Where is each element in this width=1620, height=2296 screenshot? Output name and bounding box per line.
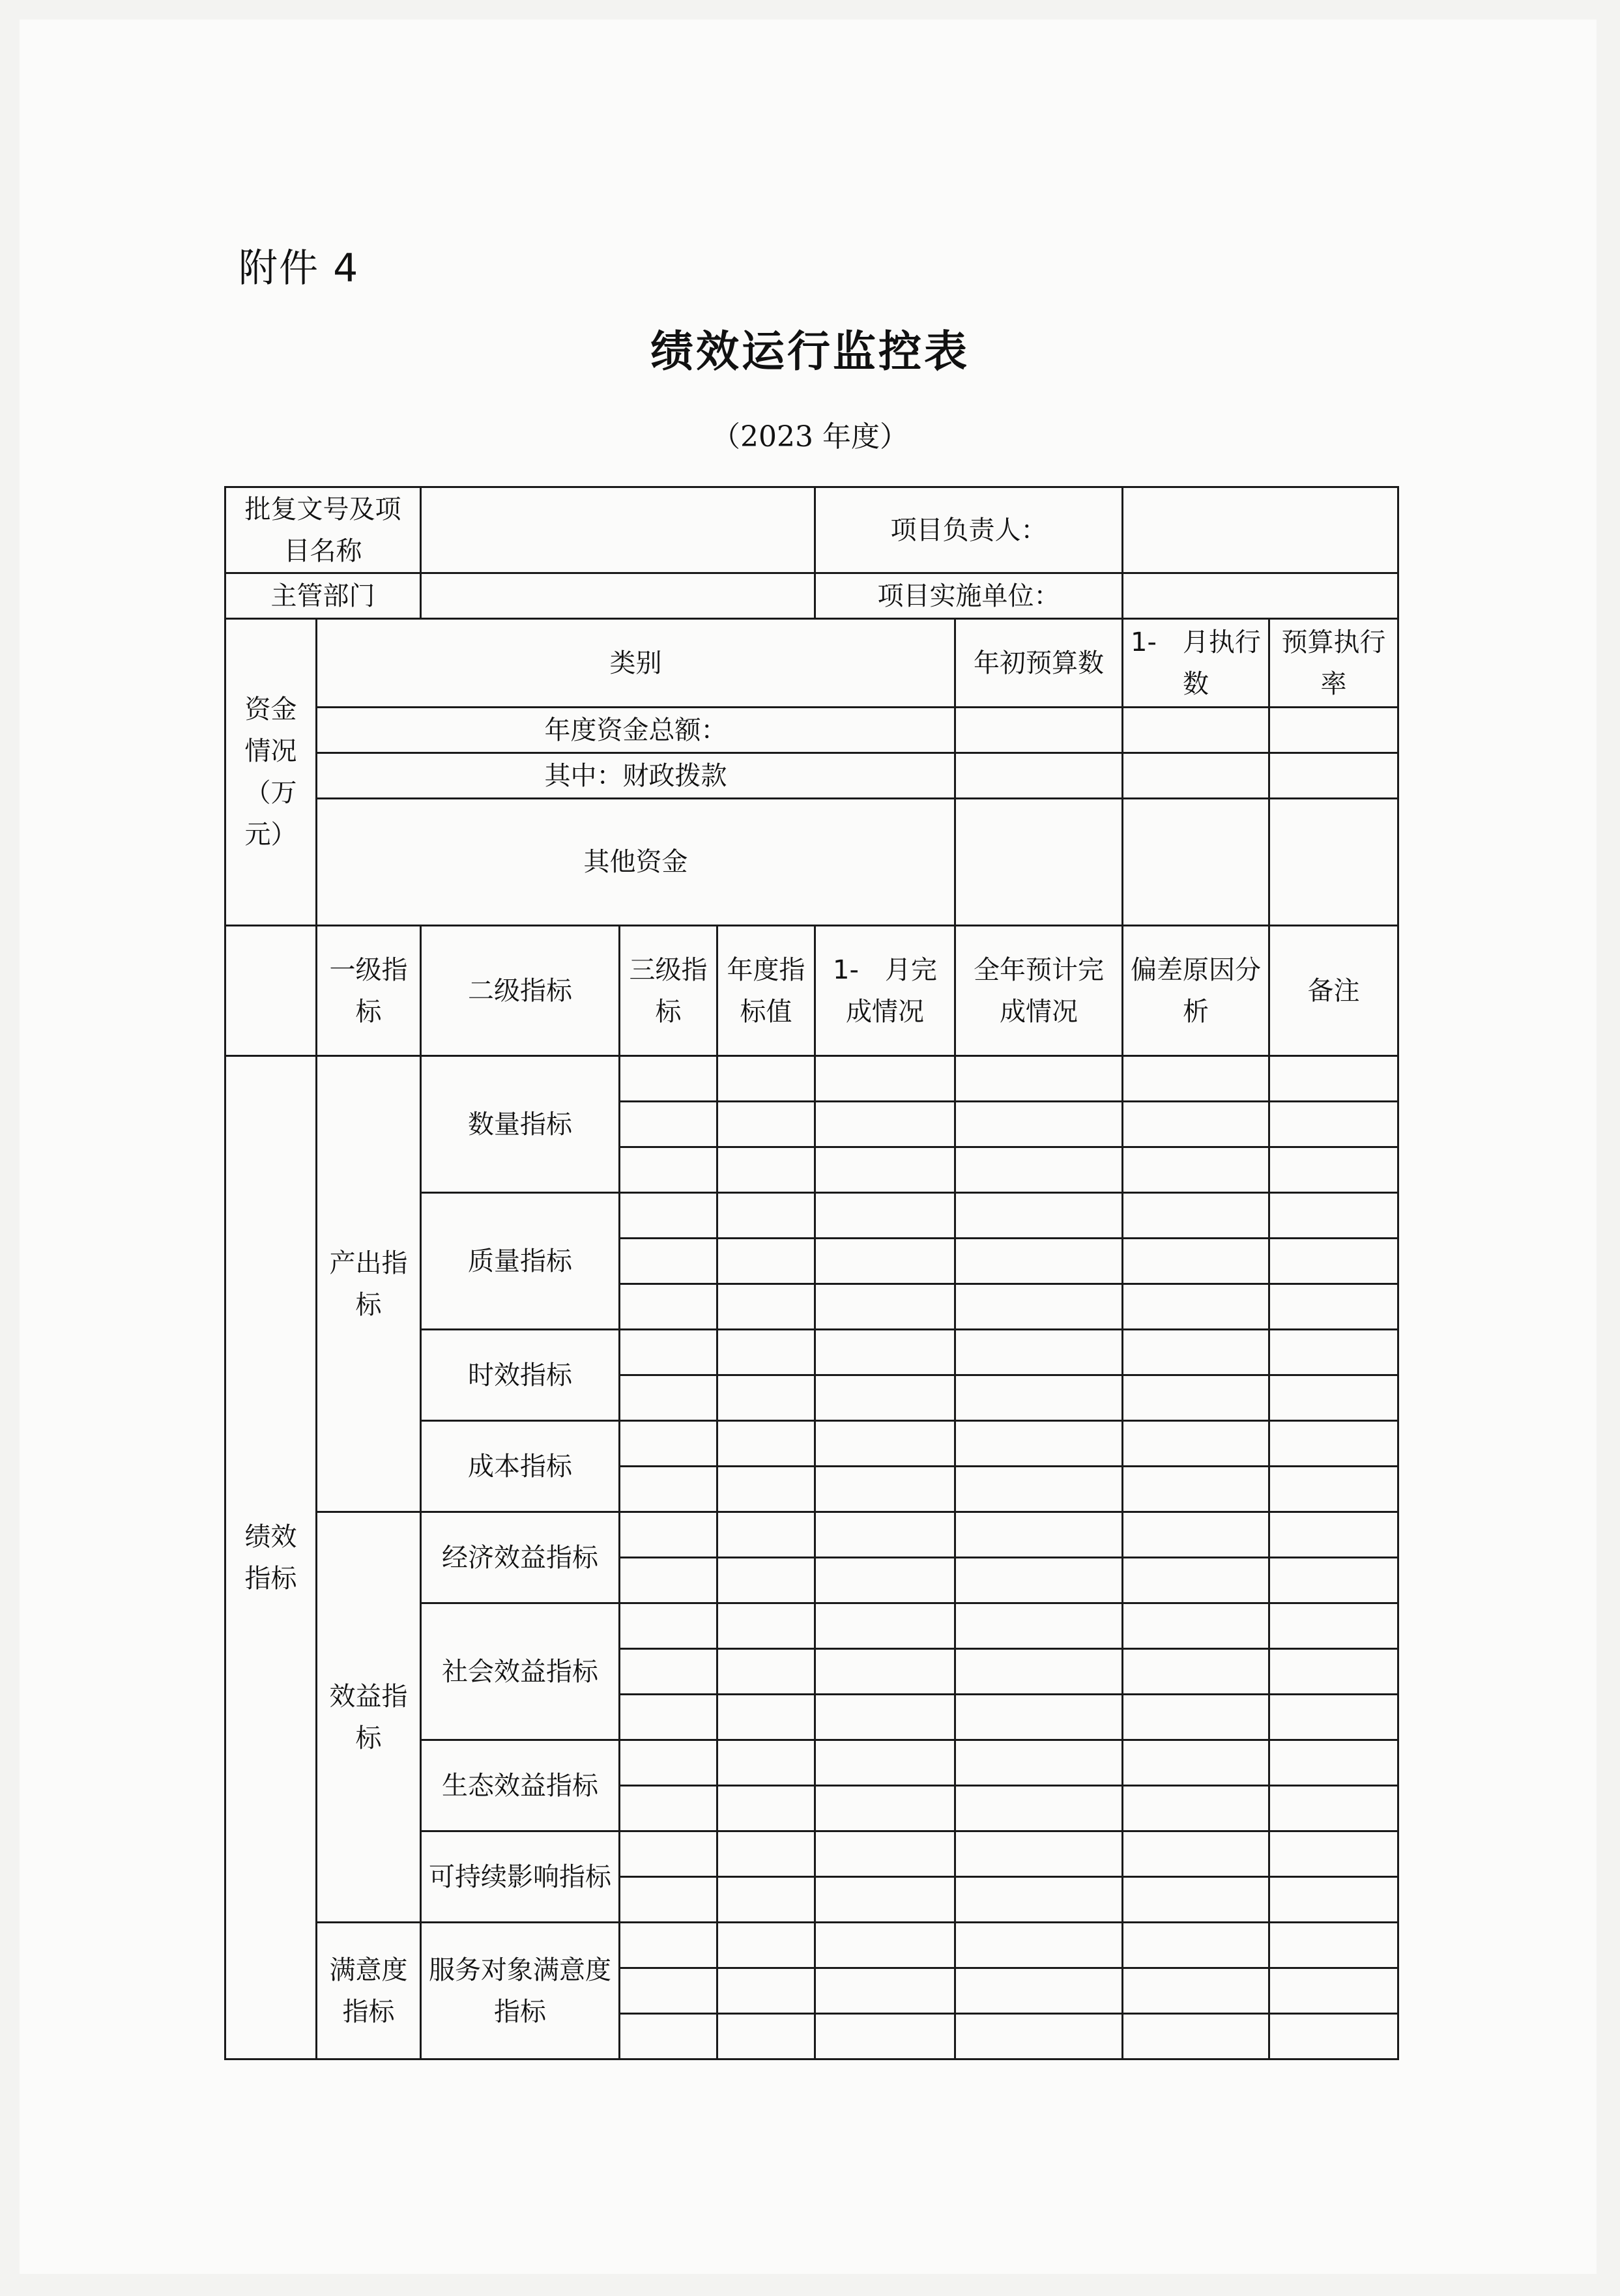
indicator-cell[interactable] (717, 1147, 815, 1193)
funds-header-exec-rate: 预算执行率 (1269, 619, 1398, 708)
level2-indicator: 可持续影响指标 (421, 1831, 620, 1923)
indicator-cell[interactable] (1123, 1558, 1269, 1603)
indicator-cell[interactable] (620, 1330, 717, 1375)
level2-indicator: 生态效益指标 (421, 1740, 620, 1831)
indicator-cell[interactable] (1123, 1102, 1269, 1147)
funds-cell[interactable] (1269, 753, 1398, 799)
indicator-cell[interactable] (620, 1968, 717, 2014)
document-title: 绩效运行监控表 (650, 326, 970, 377)
approval-value-cell[interactable] (421, 487, 815, 573)
indicator-cell[interactable] (1269, 1649, 1398, 1695)
indicator-cell[interactable] (815, 1695, 955, 1740)
indicator-cell[interactable] (1123, 1786, 1269, 1831)
indicator-cell[interactable] (1123, 1467, 1269, 1512)
indicator-cell[interactable] (1269, 1512, 1398, 1558)
indicator-cell[interactable] (620, 1193, 717, 1239)
indicator-cell[interactable] (620, 1284, 717, 1330)
indicator-header-blank (225, 926, 317, 1056)
level2-indicator: 数量指标 (421, 1056, 620, 1193)
indicator-header-deviation: 偏差原因分析 (1123, 926, 1269, 1056)
indicator-cell[interactable] (955, 1968, 1123, 2014)
funds-header-executed: 1- 月执行数 (1123, 619, 1269, 708)
indicator-cell[interactable] (1269, 1421, 1398, 1467)
funds-cell[interactable] (1123, 753, 1269, 799)
indicator-cell[interactable] (955, 1603, 1123, 1649)
indicator-cell[interactable] (815, 1330, 955, 1375)
indicator-cell[interactable] (815, 1102, 955, 1147)
indicator-cell[interactable] (1123, 1649, 1269, 1695)
indicator-cell[interactable] (815, 1193, 955, 1239)
funds-row-total: 年度资金总额： (317, 708, 955, 753)
funds-cell[interactable] (955, 799, 1123, 926)
indicator-cell[interactable] (955, 1330, 1123, 1375)
indicator-row (225, 1923, 1398, 1968)
indicator-cell[interactable] (717, 1558, 815, 1603)
level2-indicator: 质量指标 (421, 1193, 620, 1330)
indicator-cell[interactable] (815, 1603, 955, 1649)
level1-indicator: 满意度指标 (317, 1923, 421, 2059)
dept-label: 主管部门 (225, 573, 421, 619)
indicator-cell[interactable] (955, 1877, 1123, 1923)
indicator-cell[interactable] (717, 1740, 815, 1786)
indicator-cell[interactable] (717, 1603, 815, 1649)
impl-unit-label: 项目实施单位： (815, 573, 1123, 619)
indicator-cell[interactable] (1123, 2014, 1269, 2059)
indicator-cell[interactable] (620, 1740, 717, 1786)
monitoring-table (224, 486, 1399, 2060)
indicator-cell[interactable] (1269, 1923, 1398, 1968)
indicator-cell[interactable] (717, 1512, 815, 1558)
indicator-cell[interactable] (815, 1239, 955, 1284)
indicator-cell[interactable] (955, 1923, 1123, 1968)
indicator-cell[interactable] (620, 1102, 717, 1147)
indicator-cell[interactable] (815, 1877, 955, 1923)
indicator-cell[interactable] (1123, 1877, 1269, 1923)
indicator-cell[interactable] (1123, 1695, 1269, 1740)
indicator-cell[interactable] (717, 1421, 815, 1467)
funds-header-initial-budget: 年初预算数 (955, 619, 1123, 708)
indicator-cell[interactable] (620, 1603, 717, 1649)
indicator-cell[interactable] (955, 2014, 1123, 2059)
indicator-cell[interactable] (717, 1375, 815, 1421)
indicator-cell[interactable] (1123, 1831, 1269, 1877)
funds-header-category: 类别 (317, 619, 955, 708)
indicator-cell[interactable] (1123, 1375, 1269, 1421)
indicator-cell[interactable] (620, 1512, 717, 1558)
funds-row-other: 其他资金 (317, 799, 955, 926)
indicator-cell[interactable] (955, 1695, 1123, 1740)
approval-label: 批复文号及项目名称 (225, 487, 421, 573)
indicator-cell[interactable] (955, 1102, 1123, 1147)
indicators-section-label: 绩效指标 (225, 1056, 317, 2059)
level1-indicator: 产出指标 (317, 1056, 421, 1512)
indicator-cell[interactable] (620, 1923, 717, 1968)
indicator-cell[interactable] (620, 1558, 717, 1603)
indicator-cell[interactable] (955, 1786, 1123, 1831)
funds-cell[interactable] (1123, 708, 1269, 753)
indicator-cell[interactable] (1269, 1239, 1398, 1284)
indicator-cell[interactable] (815, 1056, 955, 1102)
indicator-cell[interactable] (955, 1558, 1123, 1603)
indicator-cell[interactable] (620, 1877, 717, 1923)
indicator-cell[interactable] (1123, 1968, 1269, 2014)
indicator-cell[interactable] (620, 1695, 717, 1740)
indicator-header-annual-target: 年度指标值 (717, 926, 815, 1056)
indicator-cell[interactable] (1123, 1740, 1269, 1786)
indicator-cell[interactable] (815, 1786, 955, 1831)
indicator-cell[interactable] (955, 1467, 1123, 1512)
indicator-cell[interactable] (717, 1467, 815, 1512)
indicator-cell[interactable] (815, 1375, 955, 1421)
leader-value-cell[interactable] (1123, 487, 1398, 573)
indicator-cell[interactable] (955, 1375, 1123, 1421)
indicator-cell[interactable] (717, 1877, 815, 1923)
funds-section-label: 资金情况（万元） (225, 619, 317, 926)
indicator-cell[interactable] (620, 1421, 717, 1467)
indicator-header-forecast: 全年预计完成情况 (955, 926, 1123, 1056)
indicator-cell[interactable] (717, 1193, 815, 1239)
indicator-cell[interactable] (620, 1147, 717, 1193)
indicator-cell[interactable] (1269, 1786, 1398, 1831)
indicator-cell[interactable] (717, 1649, 815, 1695)
indicator-cell[interactable] (620, 2014, 717, 2059)
indicator-cell[interactable] (620, 1375, 717, 1421)
indicator-cell[interactable] (620, 1786, 717, 1831)
indicator-cell[interactable] (1269, 1102, 1398, 1147)
indicator-cell[interactable] (1269, 1558, 1398, 1603)
indicator-cell[interactable] (1269, 1877, 1398, 1923)
indicator-header-level2: 二级指标 (421, 926, 620, 1056)
indicator-cell[interactable] (815, 1467, 955, 1512)
document-subtitle: （2023 年度） (712, 420, 908, 453)
indicator-cell[interactable] (955, 1284, 1123, 1330)
indicator-cell[interactable] (815, 1147, 955, 1193)
indicator-cell[interactable] (1269, 1603, 1398, 1649)
indicator-cell[interactable] (620, 1239, 717, 1284)
dept-value-cell[interactable] (421, 573, 815, 619)
level2-indicator: 时效指标 (421, 1330, 620, 1421)
indicator-header-level1: 一级指标 (317, 926, 421, 1056)
indicator-cell[interactable] (620, 1649, 717, 1695)
indicator-cell[interactable] (1269, 2014, 1398, 2059)
level2-indicator: 经济效益指标 (421, 1512, 620, 1603)
indicator-cell[interactable] (1269, 1193, 1398, 1239)
indicator-header-remarks: 备注 (1269, 926, 1398, 1056)
indicator-cell[interactable] (717, 1968, 815, 2014)
indicator-cell[interactable] (620, 1056, 717, 1102)
indicator-cell[interactable] (1123, 1239, 1269, 1284)
indicator-cell[interactable] (1269, 1831, 1398, 1877)
level2-indicator: 服务对象满意度指标 (421, 1923, 620, 2059)
indicator-cell[interactable] (620, 1831, 717, 1877)
indicator-cell[interactable] (1269, 1330, 1398, 1375)
indicator-cell[interactable] (717, 1056, 815, 1102)
indicator-cell[interactable] (955, 1649, 1123, 1695)
indicator-cell[interactable] (955, 1512, 1123, 1558)
indicator-cell[interactable] (815, 1649, 955, 1695)
indicator-cell[interactable] (620, 1467, 717, 1512)
indicator-cell[interactable] (815, 1923, 955, 1968)
indicator-cell[interactable] (955, 1147, 1123, 1193)
funds-row-fiscal: 其中：财政拨款 (317, 753, 955, 799)
indicator-cell[interactable] (1123, 1923, 1269, 1968)
indicator-cell[interactable] (955, 1421, 1123, 1467)
indicator-cell[interactable] (1123, 1193, 1269, 1239)
indicator-cell[interactable] (815, 1831, 955, 1877)
funds-cell[interactable] (955, 708, 1123, 753)
indicator-cell[interactable] (815, 1968, 955, 2014)
indicator-cell[interactable] (1269, 1695, 1398, 1740)
indicator-cell[interactable] (815, 1512, 955, 1558)
indicator-cell[interactable] (717, 1923, 815, 1968)
leader-label: 项目负责人： (815, 487, 1123, 573)
indicator-cell[interactable] (1269, 1740, 1398, 1786)
indicator-cell[interactable] (1269, 1375, 1398, 1421)
indicator-cell[interactable] (717, 1239, 815, 1284)
indicator-cell[interactable] (1269, 1284, 1398, 1330)
impl-unit-value-cell[interactable] (1123, 573, 1398, 619)
funds-cell[interactable] (1269, 708, 1398, 753)
level1-indicator: 效益指标 (317, 1512, 421, 1923)
indicator-cell[interactable] (1123, 1284, 1269, 1330)
level2-indicator: 社会效益指标 (421, 1603, 620, 1740)
indicator-header-completion: 1- 月完成情况 (815, 926, 955, 1056)
indicator-cell[interactable] (717, 1831, 815, 1877)
funds-cell[interactable] (1269, 799, 1398, 926)
indicator-cell[interactable] (1269, 1056, 1398, 1102)
attachment-label: 附件 4 (239, 246, 360, 291)
funds-cell[interactable] (1123, 799, 1269, 926)
indicator-cell[interactable] (717, 1786, 815, 1831)
indicator-cell[interactable] (1269, 1968, 1398, 2014)
indicator-cell[interactable] (955, 1056, 1123, 1102)
funds-cell[interactable] (955, 753, 1123, 799)
indicator-cell[interactable] (717, 1284, 815, 1330)
indicator-cell[interactable] (1123, 1603, 1269, 1649)
indicator-row (225, 1056, 1398, 1102)
indicator-cell[interactable] (717, 1102, 815, 1147)
indicator-cell[interactable] (815, 1558, 955, 1603)
level2-indicator: 成本指标 (421, 1421, 620, 1512)
indicator-cell[interactable] (955, 1740, 1123, 1786)
indicator-cell[interactable] (1123, 1056, 1269, 1102)
indicator-header-level3: 三级指标 (620, 926, 717, 1056)
indicator-cell[interactable] (1123, 1330, 1269, 1375)
indicator-cell[interactable] (1123, 1512, 1269, 1558)
indicator-cell[interactable] (955, 1239, 1123, 1284)
indicator-cell[interactable] (815, 1284, 955, 1330)
indicator-cell[interactable] (717, 1330, 815, 1375)
indicator-cell[interactable] (955, 1193, 1123, 1239)
indicator-cell[interactable] (815, 2014, 955, 2059)
indicator-row (225, 1512, 1398, 1558)
indicator-cell[interactable] (955, 1831, 1123, 1877)
indicator-cell[interactable] (717, 1695, 815, 1740)
indicator-cell[interactable] (815, 1740, 955, 1786)
indicator-cell[interactable] (815, 1421, 955, 1467)
indicator-cell[interactable] (1123, 1147, 1269, 1193)
indicator-cell[interactable] (1269, 1147, 1398, 1193)
indicator-cell[interactable] (717, 2014, 815, 2059)
indicator-cell[interactable] (1123, 1421, 1269, 1467)
indicator-cell[interactable] (1269, 1467, 1398, 1512)
